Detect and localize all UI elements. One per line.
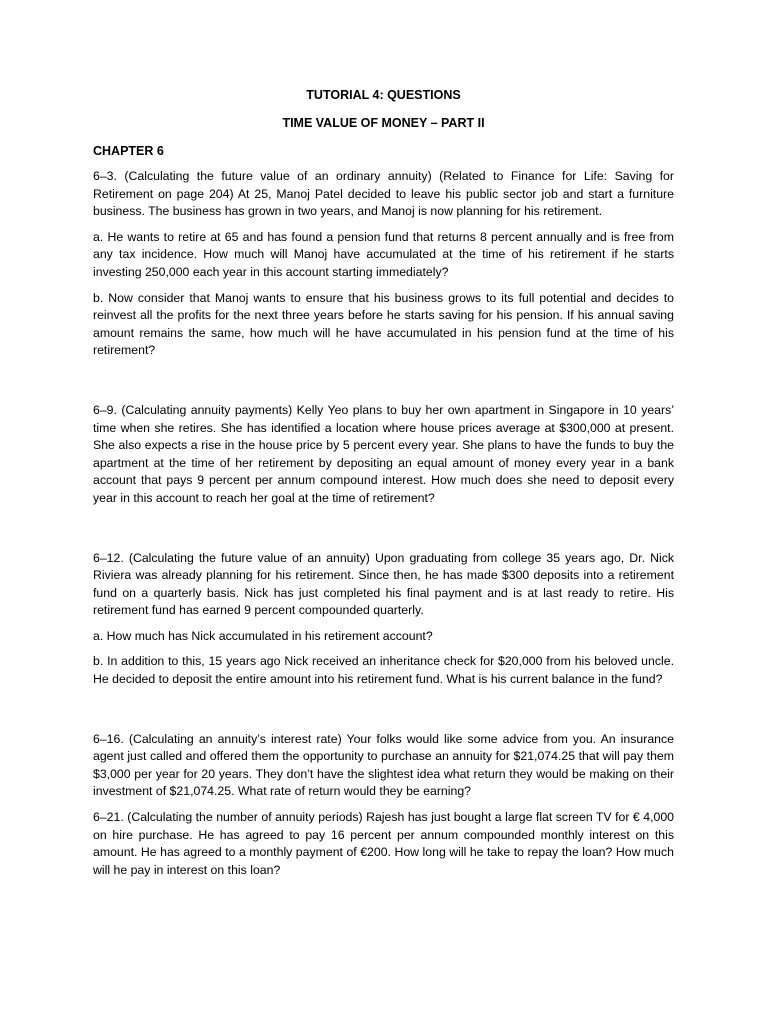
question-6-21: 6–21. (Calculating the number of annuity periods) Rajesh has just bought a large flat screen TV for € 4,000 on hire purchase. He has agreed to pay 16 percent per annum compounded monthly interest on this amount. He has agreed to a monthly payment of €200. How long will he take to repay the loan? How much will he pay in interest on this loan? <box>93 810 674 877</box>
question-6-16: 6–16. (Calculating an annuity’s interest rate) Your folks would like some advice from you. An insurance agent just called and offered them the opportunity to purchase an annuity for $21,074.25 that will pay them $3,000 per year for 20 years. They don’t have the slightest idea what return they would be making on their investment of $21,074.25. What rate of return would they be earning? <box>93 731 674 799</box>
document-title: TUTORIAL 4: QUESTIONS <box>306 88 461 102</box>
section-spacer <box>93 697 674 731</box>
question-6-12-part-b: b. In addition to this, 15 years ago Nick received an inheritance check for $20,000 from his beloved uncle. He decided to deposit the entire amount into his retirement fund. What is his current balance in the fund? <box>93 654 674 687</box>
chapter-heading: CHAPTER 6 <box>93 144 164 158</box>
section-spacer <box>93 368 674 402</box>
question-6-3-part-b: b. Now consider that Manoj wants to ensure that his business grows to its full potential and decides to reinvest all the profits for the next three years before he starts saving for his pension. If his annual saving amount remains the same, how much will he have accumulated in his pension fund at the time of his retirement? <box>93 290 674 358</box>
question-6-12-part-a: a. How much has Nick accumulated in his retirement account? <box>93 628 433 643</box>
document-subtitle: TIME VALUE OF MONEY – PART II <box>282 116 485 130</box>
question-6-3-part-a: a. He wants to retire at 65 and has found a pension fund that returns 8 percent annually and is free from any tax incidence. How much will Manoj have accumulated at the time of his retirement if he starts investing 250,000 each year in this account starting immediately? <box>93 229 674 279</box>
question-6-3-intro: 6–3. (Calculating the future value of an ordinary annuity) (Related to Finance for Life: Saving for Retirement on page 204) At 25, Manoj Patel decided to leave his public sector job and start a furniture business. The business has grown in two years, and Manoj is now planning for his retirement. <box>93 169 674 219</box>
question-6-12-intro: 6–12. (Calculating the future value of an annuity) Upon graduating from college 35 years ago, Dr. Nick Riviera was already planning for his retirement. Since then, he has made $300 deposits into a retirement fund on a quarterly basis. Nick has just completed his final payment and is at last ready to retire. His retirement fund has earned 9 percent compounded quarterly. <box>93 550 674 618</box>
question-6-9: 6–9. (Calculating annuity payments) Kelly Yeo plans to buy her own apartment in Singapore in 10 years’ time when she retires. She has identified a location where house prices average at $300,000 at present. She also expects a rise in the house price by 5 percent every year. She plans to have the funds to buy the apartment at the time of her retirement by depositing an equal amount of money every year in a bank account that pays 9 percent per annum compound interest. How much does she need to deposit every year in this account to reach her goal at the time of retirement? <box>93 402 674 505</box>
section-spacer <box>93 516 674 550</box>
